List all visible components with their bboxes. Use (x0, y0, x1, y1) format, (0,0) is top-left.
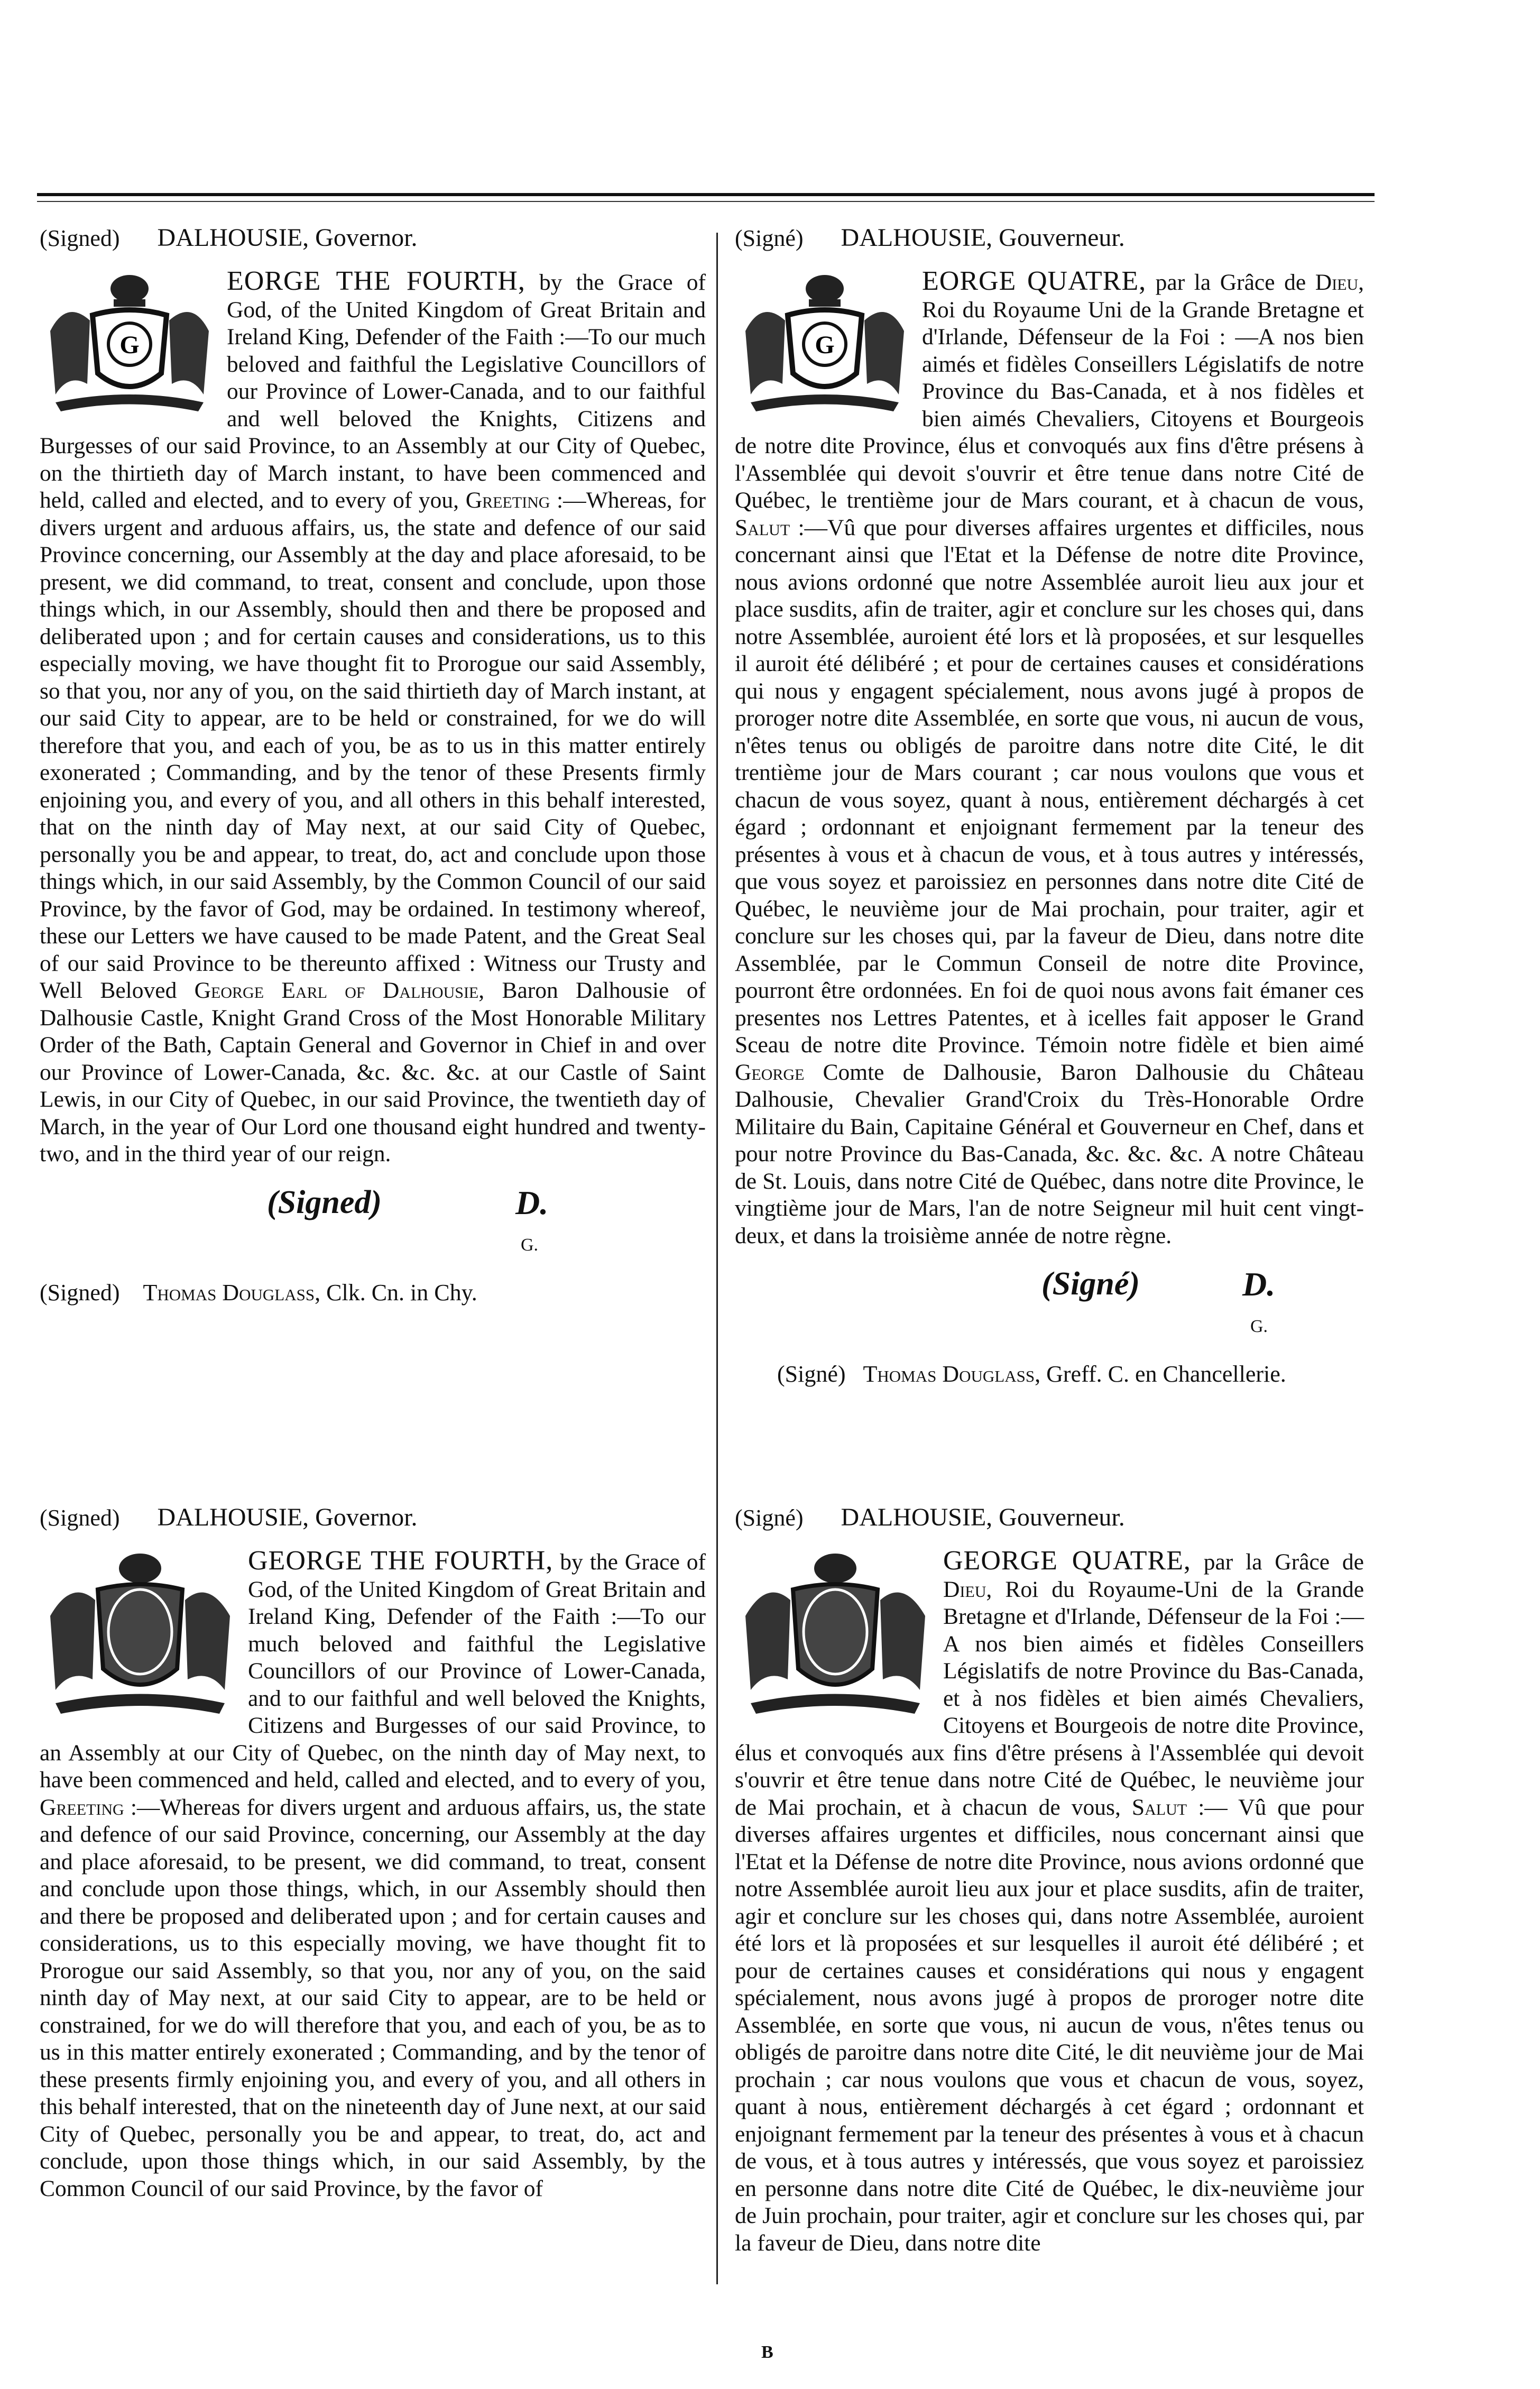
dieu: Dieu (1315, 270, 1359, 295)
dieu: Dieu (943, 1576, 986, 1602)
royal-arms-icon (735, 1547, 936, 1716)
signed-italic: (Signed) (267, 1184, 382, 1220)
top-rule (37, 193, 1375, 196)
body-text: , Roi du Royaume-Uni de la Grande Bretagne et d'Irlande, Défenseur de la Foi :—A nos bien aimés et fidèles Conseillers Législatifs de notre Province du Bas-Canada, et à nos fidèles et bien aimés Chevaliers, Citoyens et Bourgeois de notre dite Province, élus et convoqués aux fins d'être présens à l'Assemblée qui devoit s'ouvrir et être tenue dans notre Cité de Québec, le neuvième jour de Mai prochain, et à chacun de vous, (735, 1576, 1364, 1820)
greeting: Greeting (465, 488, 550, 513)
proclamation-1-english (40, 222, 706, 1306)
signature-header (40, 222, 706, 254)
clerk-signature (40, 1279, 706, 1307)
greeting: Greeting (40, 1794, 124, 1820)
page-signature-mark: B (761, 2342, 773, 2362)
clerk-label: (Signé) (777, 1361, 846, 1387)
signature-header (735, 1502, 1364, 1533)
governor-name: DALHOUSIE, Governor. (157, 1503, 418, 1531)
earl-name: George Earl of Dalhousie (194, 978, 479, 1003)
signature-subscript: G. (521, 1235, 539, 1255)
body-text: Comte de Dalhousie, Baron Dalhousie du Château Dalhousie, Chevalier Grand'Croix du Très-Honorable Ordre Militaire du Bain, Capitaine Général et Gouverneur en Chef, dans et pour notre Province du Bas-Canada, &c. &c. &c. A notre Château de St. Louis, dans notre Cité de Québec, dans notre dite Province, le vingtième jour de Mars, l'an de notre Seigneur mil huit cent vingt-deux, et dans la troisième année de notre règne. (735, 1059, 1364, 1248)
body-text: by the Grace of God, of the United Kingdom of Great Britain and Ireland King, Defender of the Faith :—To our much beloved and faithful the Legislative Councillors of our Province of Lower-Canada, and to our faithful and well beloved the Knights, Citizens and Burgesses of our said Province, to an Assembly at our City of Quebec, on the thirtieth day of March instant, to have been commenced and held, called and elected, and to every of you, (40, 270, 706, 513)
proclamation-2-french (735, 1502, 1364, 2257)
signature-subscript: G. (1250, 1317, 1268, 1336)
royal-arms-icon (735, 268, 915, 416)
top-rule-thin (37, 201, 1375, 202)
royal-signature (40, 1183, 706, 1269)
royal-signature (735, 1265, 1364, 1350)
salut: Salut (1131, 1794, 1187, 1820)
clerk-label: (Signed) (40, 1279, 120, 1306)
signature-initial: D. (515, 1183, 549, 1221)
body-text: :—Whereas for divers urgent and arduous affairs, us, the state and defence of our said Province, concerning, our Assembly at the day and place aforesaid, to be present, we did command, to treat, consent and conclude upon those things, which, in our Assembly should then and there be proposed and deliberated upon ; and for certain causes and considerations, us to this especially moving, we have thought fit to Prorogue our said Assembly, so that you, nor any of you, on the said ninth day of May next, at our said City to appear, are to be held or constrained, for we do will therefore that you, and each of you, be as to us in this matter entirely exonerated ; Commanding, and by the tenor of these presents firmly enjoining you, and every of you, and all others in this behalf interested, that on the nineteenth day of June next, at our said City of Quebec, personally you be and appear, to treat, do, act and conclude, upon those things which, in our said Assembly, by the Common Council of our said Province, by the favor of (40, 1794, 706, 2201)
opening-caps: EORGE QUATRE, (922, 266, 1147, 296)
opening-caps: EORGE THE FOURTH, (227, 266, 525, 296)
signed-italic: (Signé) (1041, 1266, 1140, 1302)
clerk-signature (735, 1361, 1364, 1388)
signature-header (735, 222, 1364, 254)
opening-caps: GEORGE QUATRE, (943, 1546, 1191, 1576)
signed-label: (Signed) (40, 1505, 120, 1531)
clerk-title: , Clk. Cn. in Chy. (315, 1279, 477, 1306)
opening-caps: GEORGE THE FOURTH, (248, 1546, 554, 1576)
body-text: , Baron Dalhousie of Dalhousie Castle, Knight Grand Cross of the Most Honorable Military Order of the Bath, Captain General and Governor in Chief in and over our Province of Lower-Canada, &c. &c. &c. at our Castle of Saint Lewis, in our City of Quebec, in our said Province, the twentieth day of March, in the year of Our Lord one thousand eight hundred and twenty-two, and in the third year of our reign. (40, 978, 706, 1166)
clerk-name: Thomas Douglass (143, 1279, 315, 1306)
svg-text:G: G (119, 331, 140, 359)
governor-name: DALHOUSIE, Gouverneur. (841, 224, 1125, 252)
proclamation-2-english (40, 1502, 706, 2202)
body-text: by the Grace of God, of the United Kingdom of Great Britain and Ireland King, Defender of the Faith :—To our much beloved and faithful the Legislative Councillors of our Province of Lower-Canada, and to our faithful and well beloved the Knights, Citizens and Burgesses of our said Province, to an Assembly at our City of Quebec, on the ninth day of May next, to have been commenced and held, called and elected, and to every of you, (40, 1549, 706, 1793)
proclamation-1-french (735, 222, 1364, 1388)
governor-name: DALHOUSIE, Gouverneur. (841, 1503, 1125, 1531)
clerk-name: Thomas Douglass (863, 1361, 1035, 1387)
governor-name: DALHOUSIE, Governor. (157, 224, 418, 252)
signed-label: (Signé) (735, 225, 804, 251)
body-text: par la Grâce de (1146, 270, 1315, 295)
clerk-title: , Greff. C. en Chancellerie. (1035, 1361, 1286, 1387)
body-text: :— Vû que pour diverses affaires urgentes et difficiles, nous concernant ainsi que l'Etat et la Défense de notre dite Province, nous avions ordonné que notre Assemblée auroit lieu aux jour et place susdits, afin de traiter, agir et conclure sur les choses qui, dans notre Assemblée, auroient été lors et là proposées et sur lesquelles il auroit été délibéré ; et pour de certaines causes et considérations qui nous y engagent spécialement, nous avons jugé à propos de proroger notre dite Assemblée, en sorte que vous, ni aucun de vous, n'êtes tenus ou obligés de paroitre dans notre dite Cité, le dit neuvième jour de Mai prochain ; car nous voulons que vous et chacun de vous, soyez, quant à nous, entièrement déchargés à cet égard ; ordonnant et enjoignant fermement par la teneur des présentes à vous et à chacun de vous, et à tous autres y intéressés, que vous soyez et paroissiez en personne dans notre dite Cité de Québec, le dix-neuvième jour de Juin prochain, pour traiter, agir et conclure sur les choses qui, par la faveur de Dieu, dans notre dite (735, 1794, 1364, 2256)
signed-label: (Signed) (40, 225, 120, 251)
royal-arms-icon (40, 1547, 241, 1716)
signed-label: (Signé) (735, 1505, 804, 1531)
signature-initial: D. (1242, 1265, 1276, 1303)
signature-header (40, 1502, 706, 1533)
svg-text:G: G (815, 331, 835, 359)
salut: Salut (735, 514, 790, 540)
column-divider (716, 233, 718, 2284)
comte-name: George (735, 1059, 805, 1085)
body-text: :—Vû que pour diverses affaires urgentes et difficiles, nous concernant ainsi que l'Etat et la Défense de notre dite Province, nous avions ordonné que notre Assemblée auroit lieu aux jour et place susdits, afin de traiter, agir et conclure sur les choses qui, dans notre Assemblée, auroient été lors et là proposées, et sur lesquelles il auroit été délibéré ; et pour de certaines causes et considérations qui nous y engagent spécialement, nous avons jugé à propos de proroger notre dite Assemblée, en sorte que vous, ni aucun de vous, n'êtes tenus ou obligés de paroitre dans notre dite Cité, le dit trentième jour de Mars courant ; car nous voulons que vous et chacun de vous soyez, quant à nous, entièrement déchargés à cet égard ; ordonnant et enjoignant fermement par la teneur des présentes à vous et à chacun de vous, et à tous autres y intéressés, que vous soyez et paroissiez en personnes dans notre dite Cité de Québec, le neuvième jour de Mai prochain, pour traiter, agir et conclure sur les choses qui, par la faveur de Dieu, dans notre dite Assemblée, par le Commun Conseil de notre dite Province, pourront être ordonnées. En foi de quoi nous avons fait émaner ces presentes nos Lettres Patentes, et à icelles fait apposer le Grand Sceau de notre dite Province. Témoin notre fidèle et bien aimé (735, 514, 1364, 1058)
royal-arms-icon (40, 268, 219, 416)
body-text: :—Whereas, for divers urgent and arduous affairs, us, the state and defence of our said Province concerning, our Assembly at the day and place aforesaid, to be present, we did command, to treat, consent and conclude, upon those things which, in our Assembly, should then and there be proposed and deliberated upon ; and for certain causes and considerations, us to this especially moving, we have thought fit to Prorogue our said Assembly, so that you, nor any of you, on the said thirtieth day of March instant, at our said City to appear, are to be held or constrained, for we do will therefore that you, and each of you, be as to us in this matter entirely exonerated ; Commanding, and by the tenor of these Presents firmly enjoining you, and every of you, and all others in this behalf interested, that on the ninth day of May next, at our said City of Quebec, personally you be and appear, to treat, do, act and conclude upon those things which, in our said Assembly, by the Common Council of our said Province, by the favor of God, may be ordained. In testimony whereof, these our Letters we have caused to be made Patent, and the Great Seal of our said Province to be thereunto affixed : Witness our Trusty and Well Beloved (40, 488, 706, 1003)
body-text: par la Grâce de (1191, 1549, 1364, 1575)
body-text: , Roi du Royaume Uni de la Grande Bretagne et d'Irlande, Défenseur de la Foi : —A nos bien aimés et fidèles Conseillers Législatifs de notre Province du Bas-Canada, et à nos fidèles et bien aimés Chevaliers, Citoyens et Bourgeois de notre dite Province, élus et convoqués aux fins d'être présens à l'Assemblée qui devoit s'ouvrir et être tenue dans notre Cité de Québec, le trentième jour de Mars courant, et à chacun de vous, (735, 270, 1364, 513)
